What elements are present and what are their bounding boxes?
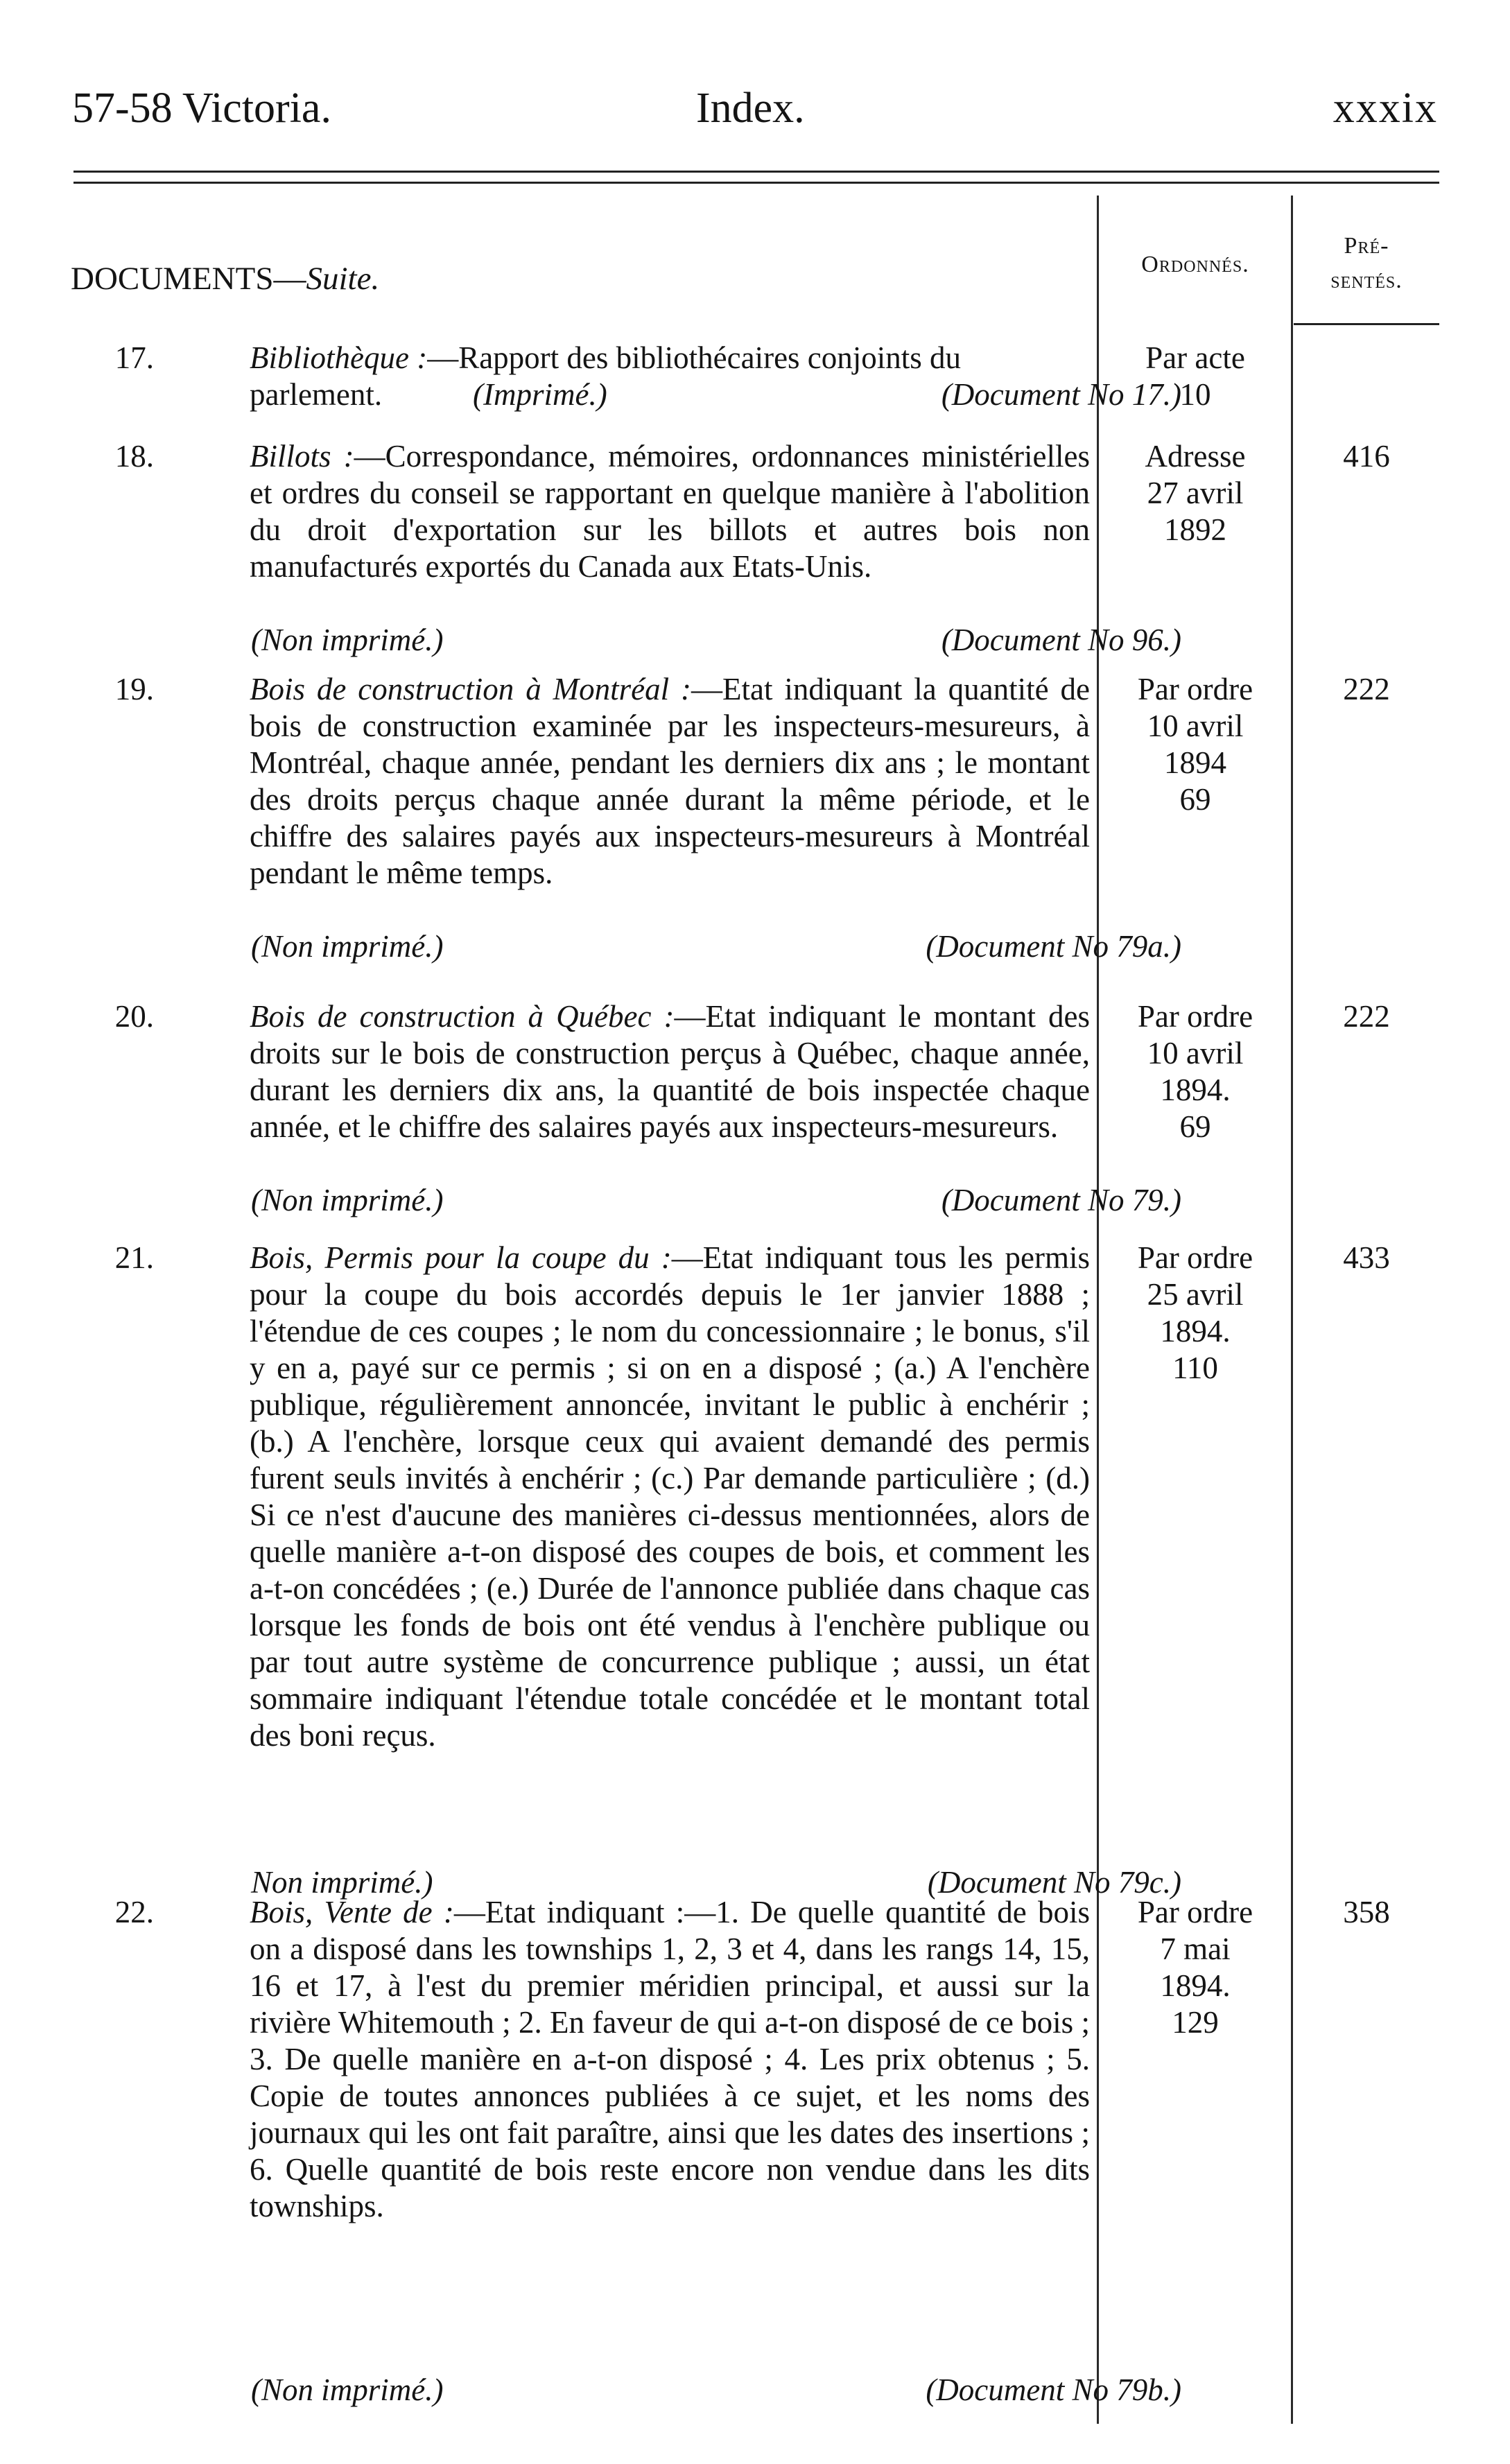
entry-number: 19. (114, 672, 154, 706)
entry-ordonnes-line: 1894 (1164, 745, 1226, 780)
entry-document-number: (Document No 79.) (941, 1183, 1181, 1217)
entry-ordonnes (1100, 438, 1291, 548)
section-title-suite: Suite. (306, 261, 380, 297)
entry-ordonnes-line: Par ordre (1137, 672, 1253, 706)
entry-ordonnes-line: 1892 (1164, 512, 1226, 547)
entry-body: —Etat indiquant la quantité de bois de construction examinée par les inspecteurs-mesureurs, à Montréal, chaque année, pendant les derniers dix ans ; le montant des droits perçus chaque année durant la même période, et le chiffre des salaires payés aux inspecteurs-mesureurs à Montréal pendant le même temps. (250, 672, 1090, 890)
entry-ordonnes-line: Par ordre (1137, 1240, 1253, 1275)
entry-ordonnes (1100, 998, 1291, 1145)
entry-print-status: (Non imprimé.) (251, 929, 444, 964)
entry-print-status: (Non imprimé.) (251, 623, 444, 657)
entry-ordonnes-line: 69 (1179, 782, 1211, 817)
entry-description (250, 438, 1090, 585)
entry-ordonnes-line: Par acte (1145, 340, 1245, 375)
entry-body: —Etat indiquant :—1. De quelle quantité de bois on a disposé dans les townships 1, 2, 3 et 4, dans les rangs 14, 15, 16 et 17, à l'est du premier méridien principal, et aussi sur la rivière Whitemouth ; 2. En faveur de qui a-t-on disposé de ce bois ; 3. De quelle manière en a-t-on disposé ; 4. Les prix obtenus ; 5. Copie de toutes annonces publiées à ce sujet, et les noms des journaux qui les ont fait paraître, ainsi que les dates des insertions ; 6. Quelle quantité de bois reste encore non vendue dans les dits townships. (250, 1895, 1090, 2223)
entry-heading: Bois, Vente de : (250, 1895, 454, 1929)
section-title-main: DOCUMENTS— (71, 261, 306, 297)
entry-print-status: (Non imprimé.) (251, 2372, 444, 2407)
entry-ordonnes-line: 10 avril (1147, 1036, 1244, 1070)
entry-body: —Rapport des bibliothécaires conjoints du parlement. (250, 340, 962, 412)
column-divider-ordonnes (1097, 196, 1099, 2424)
entry-presentes: 222 (1343, 999, 1390, 1034)
entry-number: 18. (114, 439, 154, 474)
column-heading-presentes (1294, 229, 1439, 298)
entry-body: —Etat indiquant tous les permis pour la coupe du bois accordés depuis le 1er janvier 1888 ; l'étendue de ces coupes ; le nom du concessionnaire ; le bonus, s'il y en a, payé sur ce permis ; si on en a disposé ; (a.) A l'enchère publique, régulièrement annoncée, invitant le public à enchérir ; (b.) A l'enchère, lorsque ceux qui avaient demandé des permis furent seuls invités à enchérir ; (c.) Par demande particulière ; (d.) Si ce n'est d'aucune des manières ci-dessus mentionnées, alors de quelle manière a-t-on disposé des coupes de bois, et comment les a-t-on concédées ; (e.) Durée de l'annonce publiée dans chaque cas lorsque les fonds de bois ont été vendus à l'enchère publique ou par tout autre système de concurrence publique ; aussi, un état sommaire indiquant l'étendue totale concédée et le montant total des boni reçus. (250, 1240, 1090, 1753)
entry-number: 20. (114, 999, 154, 1034)
entry-heading: Bois de construction à Montréal : (250, 672, 691, 706)
entry-heading: Bois, Permis pour la coupe du : (250, 1240, 672, 1275)
entry-body: —Correspondance, mémoires, ordonnances ministérielles et ordres du conseil se rapportant en quelque manière à l'abolition du droit d'exportation sur les billots et autres bois non manufacturés exportés du Canada aux Etats-Unis. (250, 439, 1090, 584)
entry-ordonnes (1100, 1240, 1291, 1387)
entry-description (250, 1240, 1090, 1754)
header-rule-bottom (73, 182, 1439, 184)
entry-number: 17. (114, 340, 154, 375)
entry-ordonnes-line: 69 (1179, 1109, 1211, 1144)
column-divider-presentes (1291, 196, 1293, 2424)
entry-description (250, 998, 1090, 1145)
entry-document-number: (Document No 79b.) (926, 2372, 1181, 2407)
entry-ordonnes (1100, 671, 1291, 818)
entry-ordonnes-line: 1894. (1160, 1314, 1231, 1348)
entry-ordonnes-line: 110 (1172, 1351, 1218, 1385)
page-number: xxxix (1333, 85, 1438, 132)
entry-ordonnes-line: 25 avril (1147, 1277, 1244, 1312)
section-title (71, 258, 379, 300)
presentes-heading-rule (1294, 323, 1439, 325)
entry-document-number: (Document No 79a.) (926, 929, 1181, 964)
entry-ordonnes-line: Adresse (1145, 439, 1246, 474)
entry-ordonnes (1100, 340, 1291, 413)
entry-presentes: 416 (1343, 439, 1390, 474)
entry-ordonnes-line: 10 avril (1147, 709, 1244, 743)
entry-heading: Bois de construction à Québec : (250, 999, 675, 1034)
entry-document-number: (Document No 17.) (941, 377, 1181, 412)
entry-ordonnes-line: Par ordre (1137, 1895, 1253, 1929)
entry-print-status: (Non imprimé.) (251, 1183, 444, 1217)
running-header-left: 57-58 Victoria. (72, 85, 331, 132)
column-heading-ordonnes: Ordonnés. (1141, 252, 1249, 277)
entry-ordonnes-line: 10 (1179, 377, 1211, 412)
entry-heading: Billots : (250, 439, 354, 474)
entry-ordonnes-line: 7 mai (1160, 1932, 1231, 1966)
entry-print-status: (Imprimé.) (473, 377, 607, 412)
column-heading-presentes-line1: Pré- (1344, 233, 1389, 259)
entry-document-number: (Document No 96.) (941, 623, 1181, 657)
entry-ordonnes-line: 1894. (1160, 1073, 1231, 1107)
column-heading-presentes-line2: sentés. (1330, 268, 1403, 293)
entry-ordonnes-line: 27 avril (1147, 476, 1244, 510)
entry-body: —Etat indiquant le montant des droits sur le bois de construction perçus à Québec, chaque année, durant les derniers dix ans, la quantité de bois inspectée chaque année, et le chiffre des salaires payés aux inspecteurs-mesureurs. (250, 999, 1090, 1144)
header-rule-top (73, 171, 1439, 173)
entry-number: 22. (114, 1895, 154, 1929)
entry-ordonnes-line: 129 (1172, 2005, 1219, 2040)
entry-ordonnes-line: Par ordre (1137, 999, 1253, 1034)
entry-description (250, 1894, 1090, 2225)
entry-presentes: 222 (1343, 672, 1390, 706)
entry-print-status: Non imprimé.) (251, 1865, 433, 1900)
entry-presentes: 433 (1343, 1240, 1390, 1275)
entry-heading: Bibliothèque : (250, 340, 428, 375)
entry-ordonnes (1100, 1894, 1291, 2041)
entry-document-number: (Document No 79c.) (927, 1865, 1181, 1900)
entry-number: 21. (114, 1240, 154, 1275)
entry-ordonnes-line: 1894. (1160, 1968, 1231, 2003)
entry-presentes: 358 (1343, 1895, 1390, 1929)
entry-description (250, 671, 1090, 892)
running-header-center: Index. (696, 85, 805, 132)
